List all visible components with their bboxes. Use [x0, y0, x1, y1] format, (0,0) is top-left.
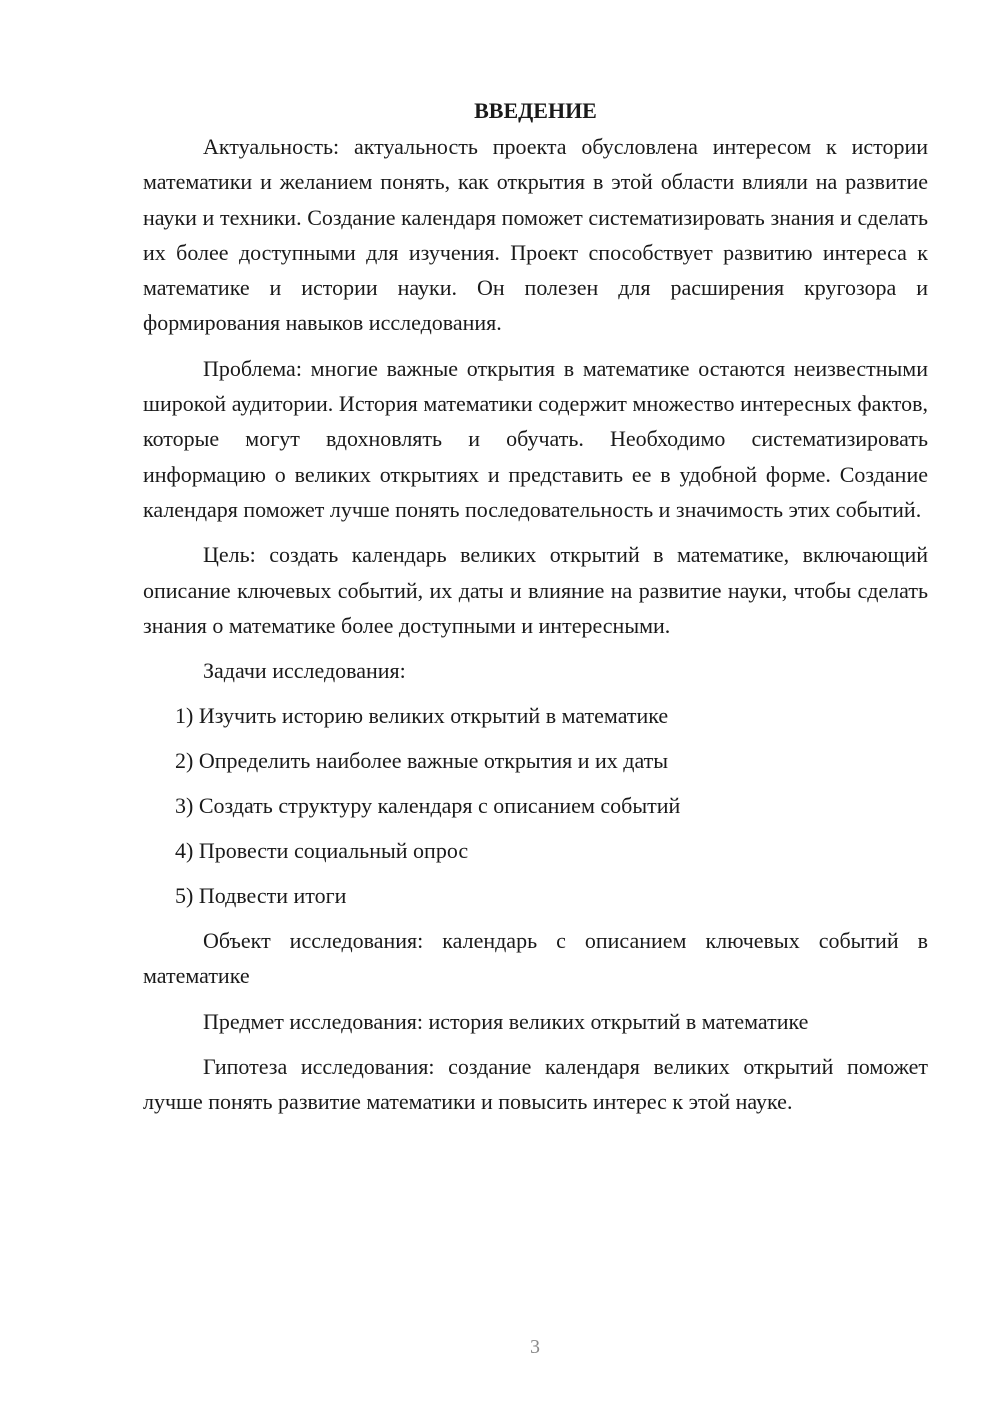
tasks-heading: Задачи исследования:: [203, 658, 406, 684]
paragraph-hypothesis: Гипотеза исследования: создание календаря великих открытий поможет лучше понять развитие математики и повысить интерес к этой науке.: [143, 1054, 928, 1115]
task-item: 2) Определить наиболее важные открытия и их даты: [175, 748, 669, 774]
task-item: 4) Провести социальный опрос: [175, 838, 469, 864]
page-number: 3: [530, 1336, 540, 1358]
paragraph-subject: Предмет исследования: история великих открытий в математике: [203, 1008, 809, 1034]
task-item: 3) Создать структуру календаря с описанием событий: [175, 793, 681, 819]
task-list: [143, 698, 928, 913]
paragraph-relevance: Актуальность: актуальность проекта обусловлена интересом к истории математики и желанием понять, как открытия в этой области влияли на развитие науки и техники. Создание календаря поможет систематизировать знания и сделать их более доступными для изучения. Проект способствует развитию интереса к математике и истории науки. Он полезен для расширения кругозора и формирования навыков исследования.: [143, 134, 928, 336]
section-title: ВВЕДЕНИЕ: [474, 98, 597, 123]
page-content: [143, 93, 928, 1130]
paragraph-object: Объект исследования: календарь с описанием ключевых событий в математике: [143, 928, 928, 989]
task-item: 5) Подвести итоги: [175, 883, 347, 909]
paragraph-goal: Цель: создать календарь великих открытий в математике, включающий описание ключевых событий, их даты и влияние на развитие науки, чтобы сделать знания о математике более доступными и интересными.: [143, 542, 928, 638]
paragraph-problem: Проблема: многие важные открытия в математике остаются неизвестными широкой аудитории. История математики содержит множество интересных фактов, которые могут вдохновлять и обучать. Необходимо систематизировать информацию о великих открытиях и представить ее в удобной форме. Создание календаря поможет лучше понять последовательность и значимость этих событий.: [143, 355, 928, 522]
task-item: 1) Изучить историю великих открытий в математике: [175, 703, 669, 729]
